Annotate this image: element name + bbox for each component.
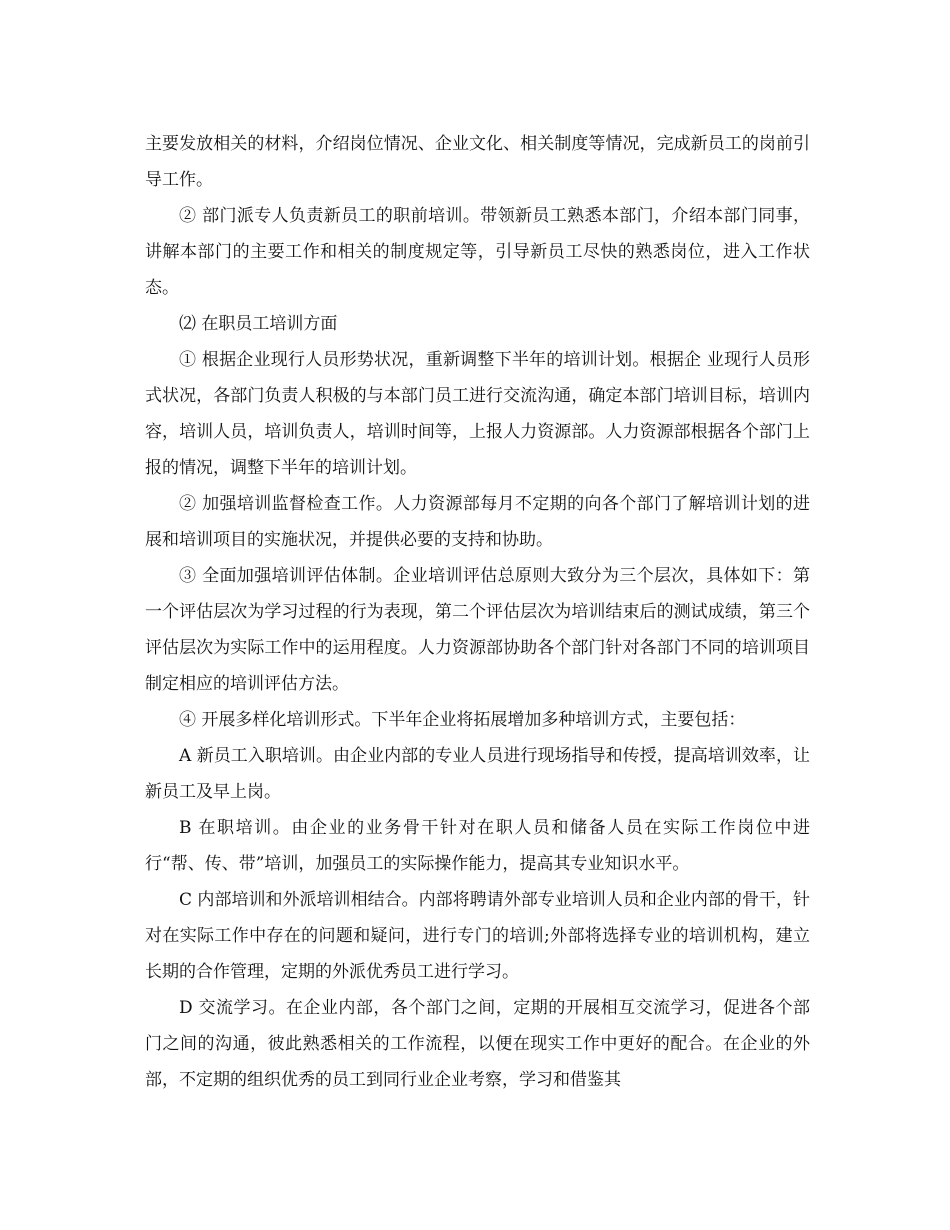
paragraph-item-a: A 新员工入职培训。由企业内部的专业人员进行现场指导和传授，提高培训效率，让新员工及早上岗。 bbox=[145, 746, 810, 802]
paragraph-supervision: ② 加强培训监督检查工作。人力资源部每月不定期的向各个部门了解培训计划的进展和培训项目的实施状况，并提供必要的支持和协助。 bbox=[145, 494, 810, 550]
paragraph-continuation: 主要发放相关的材料，介绍岗位情况、企业文化、相关制度等情况，完成新员工的岗前引导工作。 bbox=[145, 134, 810, 190]
paragraph-evaluation: ③ 全面加强培训评估体制。企业培训评估总原则大致分为三个层次，具体如下：第一个评估层次为学习过程的行为表现，第二个评估层次为培训结束后的测试成绩，第三个评估层次为实际工作中的运用程度。人力资源部协助各个部门针对各部门不同的培训项目制定相应的培训评估方法。 bbox=[145, 566, 810, 694]
paragraph-adjust-plan: ① 根据企业现行人员形势状况，重新调整下半年的培训计划。根据企 业现行人员形式状况，各部门负责人积极的与本部门员工进行交流沟通，确定本部门培训目标，培训内容，培训人员，培训负责人，培训时间等，上报人力资源部。人力资源部根据各个部门上报的情况，调整下半年的培训计划。 bbox=[145, 350, 810, 478]
section-heading-inservice-training: ⑵ 在职员工培训方面 bbox=[179, 314, 338, 334]
paragraph-item-c: C 内部培训和外派培训相结合。内部将聘请外部专业培训人员和企业内部的骨干，针对在实际工作中存在的问题和疑问，进行专门的培训;外部将选择专业的培训机构，建立长期的合作管理，定期的外派优秀员工进行学习。 bbox=[145, 890, 810, 982]
paragraph-diverse-forms: ④ 开展多样化培训形式。下半年企业将拓展增加多种培训方式，主要包括： bbox=[179, 710, 746, 730]
document-body bbox=[145, 126, 810, 1098]
paragraph-item-d: D 交流学习。在企业内部，各个部门之间，定期的开展相互交流学习，促进各个部门之间的沟通，彼此熟悉相关的工作流程，以便在现实工作中更好的配合。在企业的外部，不定期的组织优秀的员工到同行业企业考察，学习和借鉴其 bbox=[145, 998, 810, 1090]
paragraph-item-b: B 在职培训。由企业的业务骨干针对在职人员和储备人员在实际工作岗位中进行“帮、传、带”培训，加强员工的实际操作能力，提高其专业知识水平。 bbox=[145, 818, 810, 874]
paragraph-department-training: ② 部门派专人负责新员工的职前培训。带领新员工熟悉本部门，介绍本部门同事，讲解本部门的主要工作和相关的制度规定等，引导新员工尽快的熟悉岗位，进入工作状态。 bbox=[145, 206, 810, 298]
